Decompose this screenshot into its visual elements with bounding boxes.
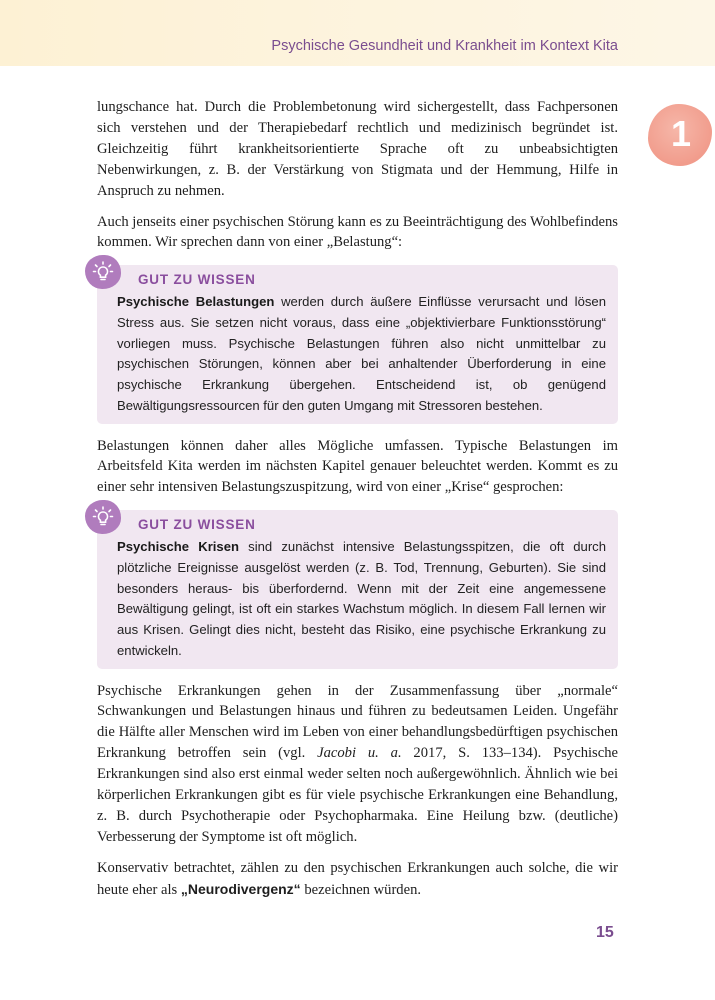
paragraph-4-part-b: 2017, S. 133–134). Psychische Erkrankungen sind also erst einmal weder selten noch außergewöhnlich. Ähnlich wie bei körperlichen Erkrankungen gibt es für viele psychische Erkrankungen eine Behandlung, z. B. durch Psychotherapie oder Psychopharmaka. Eine Heilung bzw. (deutliche) Verbesserung der Symptome ist oft möglich. xyxy=(97,745,618,845)
chapter-badge xyxy=(648,104,712,166)
citation-author: Jacobi u. a. xyxy=(317,745,402,762)
paragraph-5-part-b: bezeichnen würden. xyxy=(300,881,422,898)
info-box-text xyxy=(117,537,606,661)
page-number: 15 xyxy=(596,924,614,941)
paragraph-4 xyxy=(97,681,618,848)
paragraph-2: Auch jenseits einer psychischen Störung kann es zu Beeinträchtigung des Wohlbefindens kommen. Wir sprechen dann von einer „Belastung“: xyxy=(97,213,618,251)
paragraph-5-part-a: Konservativ betrachtet, zählen zu den psychischen Erkrankungen auch solche, die wir heute eher als xyxy=(97,859,618,898)
page-content xyxy=(97,97,618,911)
paragraph-5 xyxy=(97,858,618,901)
info-box-belastung xyxy=(97,265,618,423)
info-box-heading: GUT ZU WISSEN xyxy=(138,517,256,533)
info-box-heading: GUT ZU WISSEN xyxy=(138,272,256,288)
lightbulb-icon xyxy=(85,500,121,534)
chapter-number: 1 xyxy=(670,113,692,154)
paragraph-1: lungschance hat. Durch die Problembetonung wird sichergestellt, dass Fachpersonen sich verstehen und der Therapiebedarf rechtlich und medizinisch begründet ist. Gleichzeitig führt krankheitsorientierte Sprache oft zu unbeabsichtigten Nebenwirkungen, z. B. der Verstärkung von Stigmata und der Hemmung, Hilfe in Anspruch zu nehmen. xyxy=(97,99,618,199)
term-neurodivergenz: „Neurodivergenz“ xyxy=(180,880,301,897)
running-header-title: Psychische Gesundheit und Krankheit im Kontext Kita xyxy=(271,38,618,54)
info-box-term: Psychische Krisen xyxy=(117,539,239,555)
header-band xyxy=(0,0,715,66)
lightbulb-icon xyxy=(85,255,121,289)
info-box-body: werden durch äußere Einflüsse verursacht und lösen Stress aus. Sie setzen nicht voraus, dass eine „objektivierbare Funktionsstörung“ vorliegen muss. Psychische Belastungen führen also nicht unmittelbar zu psychischen Störungen, können aber bei anhaltender Überforderung in eine psychische Erkrankung übergehen. Entscheidend ist, ob genügend Bewältigungsressourcen für den guten Umgang mit Stressoren bestehen. xyxy=(117,294,606,413)
info-box-term: Psychische Belastungen xyxy=(117,294,275,310)
info-box-text xyxy=(117,292,606,416)
paragraph-3: Belastungen können daher alles Mögliche umfassen. Typische Belastungen im Arbeitsfeld Kita werden im nächsten Kapitel genauer beleuchtet werden. Kommt es zu einer sehr intensiven Belastungszuspitzung, wird von einer „Krise“ gesprochen: xyxy=(97,437,618,496)
info-box-body: sind zunächst intensive Belastungsspitzen, die oft durch plötzliche Ereignisse ausgelöst werden (z. B. Tod, Trennung, Geburten). Sie sind besonders heraus- bis überfordernd. Wenn mit der Zeit eine angemessene Bewältigung gelingt, ist oft ein starkes Wachstum möglich. In diesem Fall lernen wir aus Krisen. Gelingt dies nicht, besteht das Risiko, eine psychische Erkrankung zu entwickeln. xyxy=(117,539,607,658)
info-box-krise xyxy=(97,510,618,668)
paragraph-4-part-a: Psychische Erkrankungen gehen in der Zusammenfassung über „normale“ Schwankungen und Belastungen hinaus und führen zu bedeutsamen Leiden. Ungefähr die Hälfte aller Menschen wird im Leben von einer behandlungsbedürftigen psychischen Erkrankung betroffen sein (vgl. xyxy=(97,682,618,762)
